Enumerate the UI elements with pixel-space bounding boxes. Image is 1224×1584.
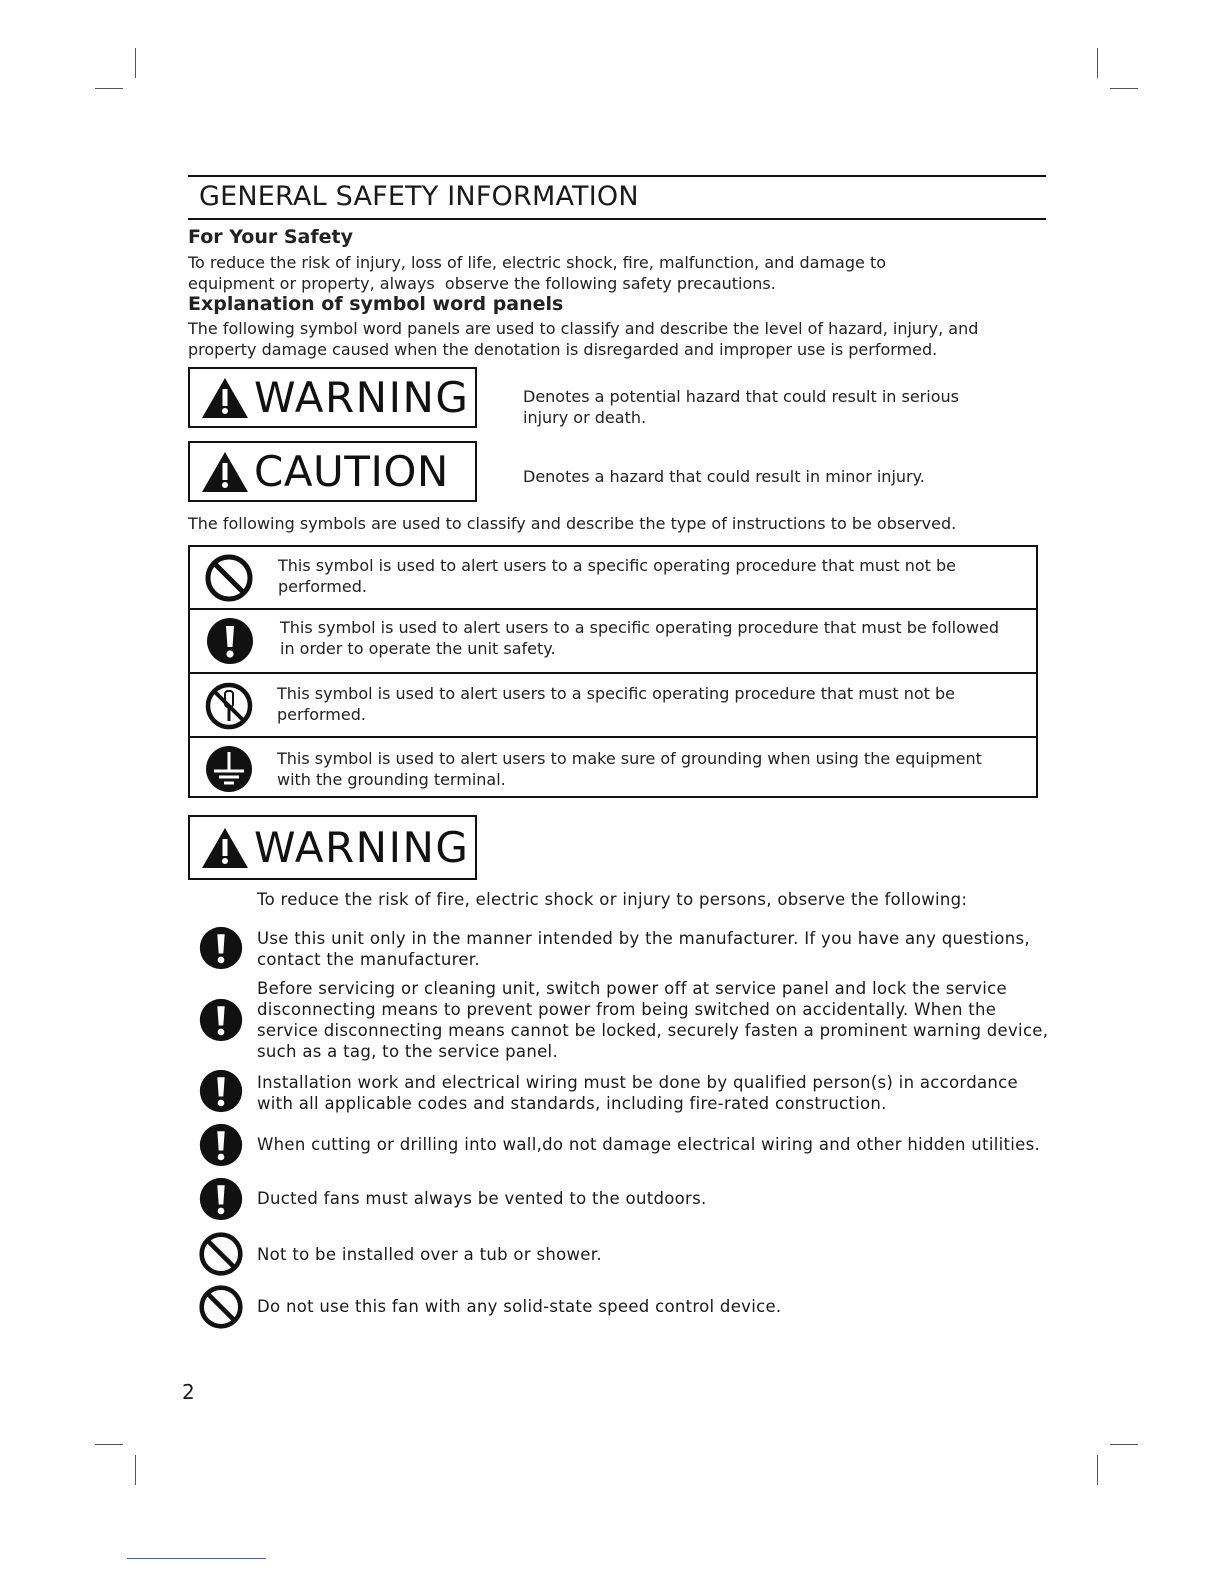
caution-word: CAUTION — [254, 446, 449, 496]
symbol-desc-line2: with the grounding terminal. — [277, 770, 506, 789]
warning-item-line: disconnecting means to prevent power from being switched on accidentally. When the — [257, 1000, 997, 1019]
warning-item-line: Use this unit only in the manner intended by the manufacturer. If you have any questions, — [257, 929, 1030, 948]
title-rule-bottom — [188, 218, 1046, 220]
warning-item-line: Do not use this fan with any solid-state speed control device. — [257, 1297, 782, 1316]
warning-item-line: service disconnecting means cannot be locked, securely fasten a prominent warning device, — [257, 1021, 1049, 1040]
crop-mark — [1097, 1455, 1098, 1485]
warning-panel-main — [188, 815, 477, 880]
prohibition-icon — [204, 553, 254, 603]
crop-mark — [135, 48, 136, 78]
crop-mark — [95, 88, 123, 89]
warning-triangle-icon — [200, 826, 250, 870]
crop-mark — [1110, 88, 1138, 89]
symbol-desc-line1: This symbol is used to alert users to a specific operating procedure that must not be — [278, 556, 956, 575]
safety-heading: For Your Safety — [188, 226, 353, 248]
prohibition-icon — [198, 1284, 244, 1330]
mandatory-icon — [198, 925, 244, 971]
warning-item-line: such as a tag, to the service panel. — [257, 1042, 558, 1061]
crop-mark — [1097, 48, 1098, 78]
crop-mark — [95, 1444, 123, 1445]
mandatory-icon — [198, 1176, 244, 1222]
safety-intro-line1: To reduce the risk of injury, loss of life, electric shock, fire, malfunction, and damage to — [188, 253, 886, 272]
symbol-table — [188, 545, 1038, 798]
prohibition-icon — [198, 1231, 244, 1277]
title-rule-top — [188, 175, 1046, 177]
warning-item-line: with all applicable codes and standards, including fire-rated construction. — [257, 1094, 887, 1113]
explanation-line2: property damage caused when the denotation is disregarded and improper use is performed. — [188, 340, 938, 359]
warning-panel — [188, 367, 477, 428]
symbol-desc-line1: This symbol is used to alert users to a specific operating procedure that must not be — [277, 684, 955, 703]
grounding-icon — [204, 744, 254, 794]
table-row — [190, 672, 1036, 736]
crop-mark — [1110, 1444, 1138, 1445]
warning-intro: To reduce the risk of fire, electric shock or injury to persons, observe the following: — [257, 890, 968, 909]
crop-mark — [135, 1455, 136, 1485]
symbol-desc-line1: This symbol is used to alert users to a specific operating procedure that must be followed — [280, 618, 999, 637]
symbol-desc-line2: in order to operate the unit safety. — [280, 639, 556, 658]
symbol-desc-line2: performed. — [277, 705, 366, 724]
warning-word: WARNING — [254, 372, 470, 422]
warning-item-line: Before servicing or cleaning unit, switch power off at service panel and lock the service — [257, 979, 1007, 998]
warning-triangle-icon — [200, 450, 250, 494]
symbols-intro: The following symbols are used to classify and describe the type of instructions to be observed. — [188, 514, 957, 533]
caution-desc: Denotes a hazard that could result in minor injury. — [523, 467, 925, 486]
table-row — [190, 547, 1036, 608]
warning-item-line: Ducted fans must always be vented to the outdoors. — [257, 1189, 707, 1208]
warning-desc-line1: Denotes a potential hazard that could result in serious — [523, 387, 959, 406]
warning-item-line: contact the manufacturer. — [257, 950, 480, 969]
warning-triangle-icon — [200, 376, 250, 420]
warning-item-line: Not to be installed over a tub or shower. — [257, 1245, 602, 1264]
do-not-disassemble-icon — [204, 681, 254, 731]
table-row — [190, 736, 1036, 796]
warning-item-line: Installation work and electrical wiring must be done by qualified person(s) in accordance — [257, 1073, 1018, 1092]
explanation-heading: Explanation of symbol word panels — [188, 293, 564, 315]
mandatory-icon — [198, 1068, 244, 1114]
mandatory-icon — [198, 1122, 244, 1168]
table-row — [190, 608, 1036, 672]
page-title: GENERAL SAFETY INFORMATION — [199, 181, 639, 212]
safety-intro-line2: equipment or property, always observe the following safety precautions. — [188, 274, 776, 293]
warning-word: WARNING — [254, 822, 470, 872]
symbol-desc-line1: This symbol is used to alert users to make sure of grounding when using the equipment — [277, 749, 982, 768]
page-number: 2 — [182, 1380, 195, 1404]
explanation-line1: The following symbol word panels are used to classify and describe the level of hazard, injury, and — [188, 319, 979, 338]
bottom-link-underline — [127, 1558, 266, 1559]
symbol-desc-line2: performed. — [278, 577, 367, 596]
mandatory-icon — [198, 997, 244, 1043]
mandatory-icon — [205, 616, 255, 666]
warning-desc-line2: injury or death. — [523, 408, 647, 427]
caution-panel — [188, 441, 477, 502]
warning-item-line: When cutting or drilling into wall,do not damage electrical wiring and other hidden utilities. — [257, 1135, 1041, 1154]
